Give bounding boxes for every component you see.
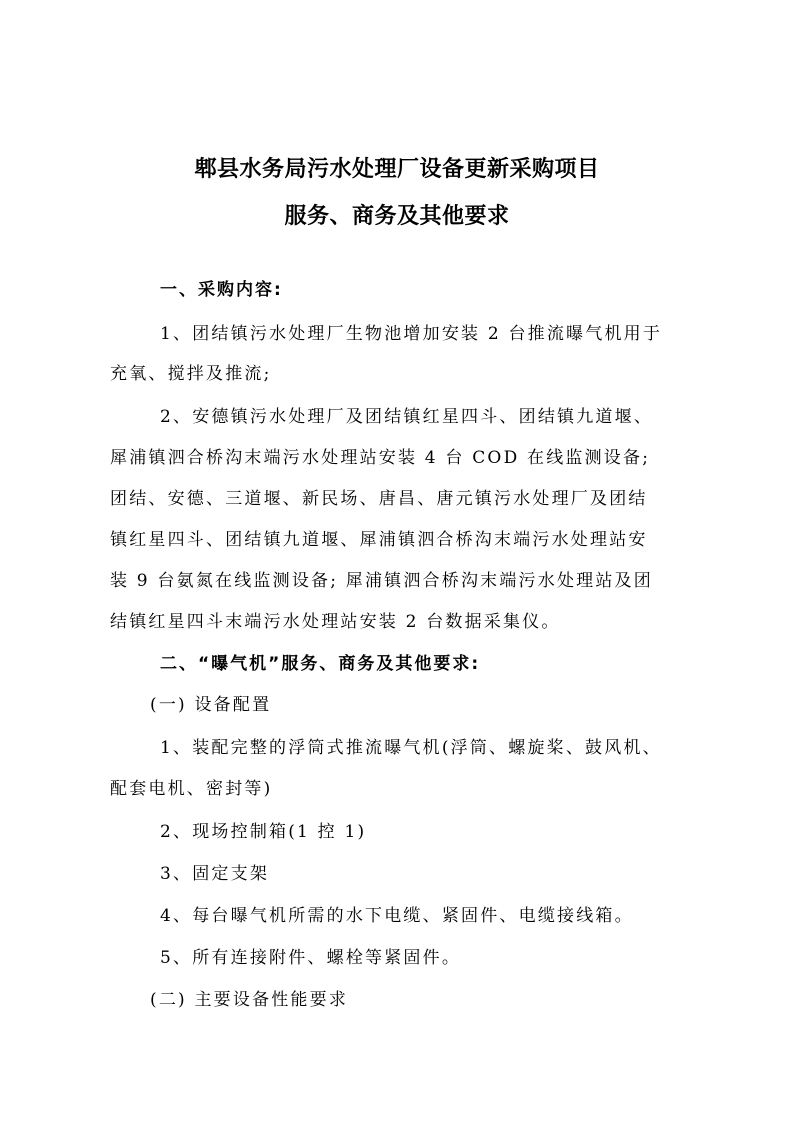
section-1-item-2-line-6: 结镇红星四斗末端污水处理站安装 2 台数据采集仪。 [110, 612, 561, 632]
section-1-item-2-line-3: 团结、安德、三道堰、新民场、唐昌、唐元镇污水处理厂及团结 [110, 489, 648, 509]
document-title: 郫县水务局污水处理厂设备更新采购项目 [194, 157, 600, 182]
section-2-sub-1-item-3: 3、固定支架 [160, 864, 270, 884]
section-2-sub-1-heading: (一) 设备配置 [150, 695, 272, 715]
section-1-item-2-line-5: 装 9 台氨氮在线监测设备; 犀浦镇泗合桥沟末端污水处理站及团 [110, 571, 653, 591]
section-2-sub-2-heading: (二) 主要设备性能要求 [150, 990, 349, 1010]
section-1-item-2-line-1: 2、安德镇污水处理厂及团结镇红星四斗、团结镇九道堰、 [160, 407, 654, 427]
section-1-item-2-line-2: 犀浦镇泗合桥沟末端污水处理站安装 4 台 COD 在线监测设备; [110, 448, 651, 468]
document-subtitle: 服务、商务及其他要求 [284, 204, 510, 229]
section-2-sub-1-item-4: 4、每台曝气机所需的水下电缆、紧固件、电缆接线箱。 [160, 906, 634, 926]
section-2-sub-1-item-1-line-1: 1、装配完整的浮筒式推流曝气机(浮筒、螺旋桨、鼓风机、 [160, 738, 662, 758]
section-1-heading: 一、采购内容: [160, 280, 283, 300]
section-2-sub-1-item-2: 2、现场控制箱(1 控 1) [160, 822, 367, 842]
section-2-sub-1-item-1-line-2: 配套电机、密封等) [110, 779, 273, 799]
section-2-heading: 二、“曝气机”服务、商务及其他要求: [160, 654, 481, 674]
section-1-item-1-line-2: 充氧、搅拌及推流; [110, 364, 272, 384]
section-1-item-2-line-4: 镇红星四斗、团结镇九道堰、犀浦镇泗合桥沟末端污水处理站安 [110, 530, 648, 550]
section-2-sub-1-item-5: 5、所有连接附件、螺栓等紧固件。 [160, 948, 462, 968]
section-1-item-1-line-1: 1、团结镇污水处理厂生物池增加安装 2 台推流曝气机用于 [160, 324, 663, 344]
